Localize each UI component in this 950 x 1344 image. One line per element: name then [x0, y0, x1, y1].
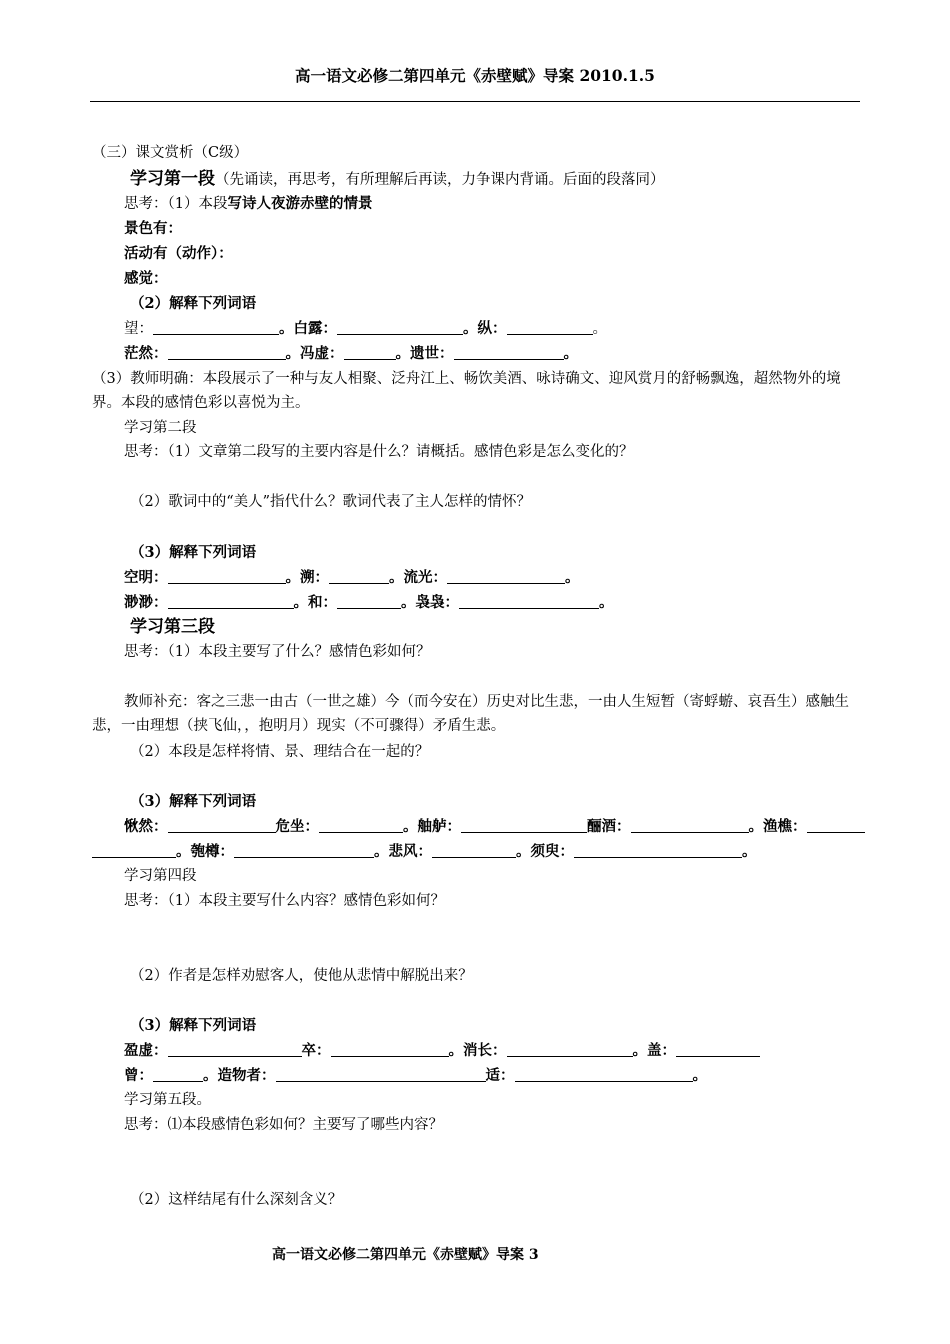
vocab-label: 。白露： — [279, 320, 337, 337]
answer-blank[interactable] — [337, 593, 401, 609]
para1-instruction: （先诵读，再思考，有所理解后再读，力争课内背诵。后面的段落同） — [215, 172, 665, 188]
answer-blank[interactable] — [153, 319, 279, 335]
vocab-label: 空明： — [124, 569, 168, 586]
vocab-label: 盈虚： — [124, 1042, 168, 1059]
vocab-label: 危坐： — [275, 818, 319, 835]
answer-blank[interactable] — [168, 1041, 302, 1057]
vocab-label: 。造物者： — [203, 1067, 276, 1084]
para1-heading — [130, 168, 665, 191]
para5-title: 学习第五段。 — [124, 1092, 211, 1108]
answer-blank[interactable] — [234, 842, 374, 858]
vocab-label: 。盖： — [632, 1042, 676, 1059]
para4-question-1: 思考：（1）本段主要写什么内容？感情色彩如何？ — [124, 893, 445, 909]
para4-vocab-row-2 — [124, 1065, 707, 1087]
vocab-label: 。遗世： — [395, 345, 454, 362]
para3-vocab-row-1 — [124, 816, 865, 838]
answer-blank[interactable] — [153, 1066, 203, 1082]
section-heading: （三）课文赏析（C级） — [92, 145, 249, 161]
answer-blank[interactable] — [344, 344, 396, 360]
vocab-label: 曾： — [124, 1067, 153, 1084]
para2-question-2: （2）歌词中的“美人”指代什么？歌词代表了主人怎样的情怀？ — [130, 494, 532, 510]
vocab-label: 。袅袅： — [401, 594, 459, 611]
para4-question-2: （2）作者是怎样劝慰客人，使他从悲情中解脱出来？ — [130, 968, 473, 984]
answer-blank[interactable] — [507, 319, 593, 335]
vocab-label: 愀然： — [124, 818, 168, 835]
vocab-label: 。须臾： — [516, 843, 574, 860]
vocab-label: 茫然： — [124, 345, 168, 362]
vocab-label: 渺渺： — [124, 594, 168, 611]
para1-title: 学习第一段 — [130, 169, 215, 189]
period: 。 — [742, 843, 757, 860]
para1-activity-label: 活动有（动作）： — [124, 245, 233, 262]
para2-vocab-row-1 — [124, 567, 580, 589]
para4-title: 学习第四段 — [124, 868, 197, 884]
vocab-label: 。冯虚： — [285, 345, 344, 362]
para4-question-3: （3）解释下列词语 — [130, 1017, 257, 1034]
vocab-label: 。和： — [293, 594, 337, 611]
period: 。 — [563, 345, 578, 362]
vocab-label: 。消长： — [448, 1042, 507, 1059]
vocab-label: 。悲风： — [374, 843, 432, 860]
period: 。 — [565, 569, 580, 586]
answer-blank[interactable] — [276, 1066, 486, 1082]
answer-blank[interactable] — [329, 568, 389, 584]
vocab-label: 。溯： — [285, 569, 329, 586]
period: 。 — [592, 321, 607, 337]
vocab-label: 适： — [485, 1067, 515, 1084]
vocab-label: 。舳舻： — [403, 818, 461, 835]
answer-blank[interactable] — [507, 1041, 633, 1057]
para1-question-1 — [124, 193, 372, 215]
para1-vocab-row-1 — [124, 318, 607, 340]
page-header-title: 高一语文必修二第四单元《赤壁赋》导案 2010.1.5 — [295, 66, 655, 85]
answer-blank[interactable] — [454, 344, 564, 360]
answer-blank[interactable] — [515, 1066, 693, 1082]
para2-vocab-row-2 — [124, 592, 614, 614]
answer-blank[interactable] — [447, 568, 565, 584]
answer-blank[interactable] — [459, 593, 599, 609]
vocab-label: 。渔樵： — [748, 818, 807, 835]
answer-blank[interactable] — [574, 842, 742, 858]
para1-teacher-note: （3）教师明确：本段展示了一种与友人相聚、泛舟江上、畅饮美酒、咏诗确文、迎风赏月的舒畅飘逸，超然物外的境界。本段的感情色彩以喜悦为主。 — [92, 371, 841, 411]
vocab-label: 卒： — [301, 1042, 331, 1059]
para3-question-2: （2）本段是怎样将情、景、理结合在一起的？ — [130, 744, 430, 760]
header-divider — [90, 101, 860, 102]
para2-title: 学习第二段 — [124, 420, 197, 436]
para5-question-1: 思考：⑴本段感情色彩如何？主要写了哪些内容？ — [124, 1117, 443, 1133]
answer-blank[interactable] — [168, 593, 294, 609]
answer-blank[interactable] — [319, 817, 403, 833]
answer-blank[interactable] — [168, 344, 286, 360]
period: 。 — [599, 594, 614, 611]
answer-blank[interactable] — [331, 1041, 449, 1057]
answer-blank[interactable] — [631, 817, 749, 833]
vocab-label: 。纵： — [463, 320, 507, 337]
answer-blank[interactable] — [337, 319, 463, 335]
answer-blank[interactable] — [676, 1041, 760, 1057]
vocab-label: 望： — [124, 321, 153, 337]
vocab-label: 。流光： — [389, 569, 447, 586]
para1-scenery-label: 景色有： — [124, 220, 182, 237]
period: 。 — [692, 1067, 707, 1084]
answer-blank[interactable] — [92, 842, 176, 858]
vocab-label: 酾酒： — [587, 818, 631, 835]
vocab-label: 。匏樽： — [176, 843, 234, 860]
para4-vocab-row-1 — [124, 1040, 760, 1062]
para1-q1-prefix: 思考：（1）本段 — [124, 196, 228, 212]
para3-question-3: （3）解释下列词语 — [130, 793, 257, 810]
answer-blank[interactable] — [168, 817, 276, 833]
answer-blank[interactable] — [807, 817, 865, 833]
para5-question-2: （2）这样结尾有什么深刻含义？ — [130, 1192, 343, 1208]
answer-blank[interactable] — [168, 568, 286, 584]
para2-question-3: （3）解释下列词语 — [130, 544, 257, 561]
answer-blank[interactable] — [461, 817, 587, 833]
para2-question-1: 思考：（1）文章第二段写的主要内容是什么？请概括。感情色彩是怎么变化的？ — [124, 444, 634, 460]
para3-title: 学习第三段 — [130, 617, 215, 637]
para1-feeling-label: 感觉： — [124, 270, 168, 287]
answer-blank[interactable] — [432, 842, 516, 858]
para3-question-1: 思考：（1）本段主要写了什么？感情色彩如何？ — [124, 644, 431, 660]
page-footer: 高一语文必修二第四单元《赤壁赋》导案 3 — [272, 1247, 539, 1263]
para1-vocab-row-2 — [124, 343, 578, 365]
para1-question-2: （2）解释下列词语 — [130, 295, 257, 312]
para3-vocab-row-2 — [92, 841, 757, 863]
para3-teacher-note: 教师补充：客之三悲一由古（一世之雄）今（而今安在）历史对比生悲，一由人生短暂（寄蜉蝣、哀吾生）感触生悲，一由理想（挟飞仙，，抱明月）现实（不可骤得）矛盾生悲。 — [92, 694, 849, 734]
para1-q1-bold: 写诗人夜游赤壁的情景 — [227, 195, 373, 212]
